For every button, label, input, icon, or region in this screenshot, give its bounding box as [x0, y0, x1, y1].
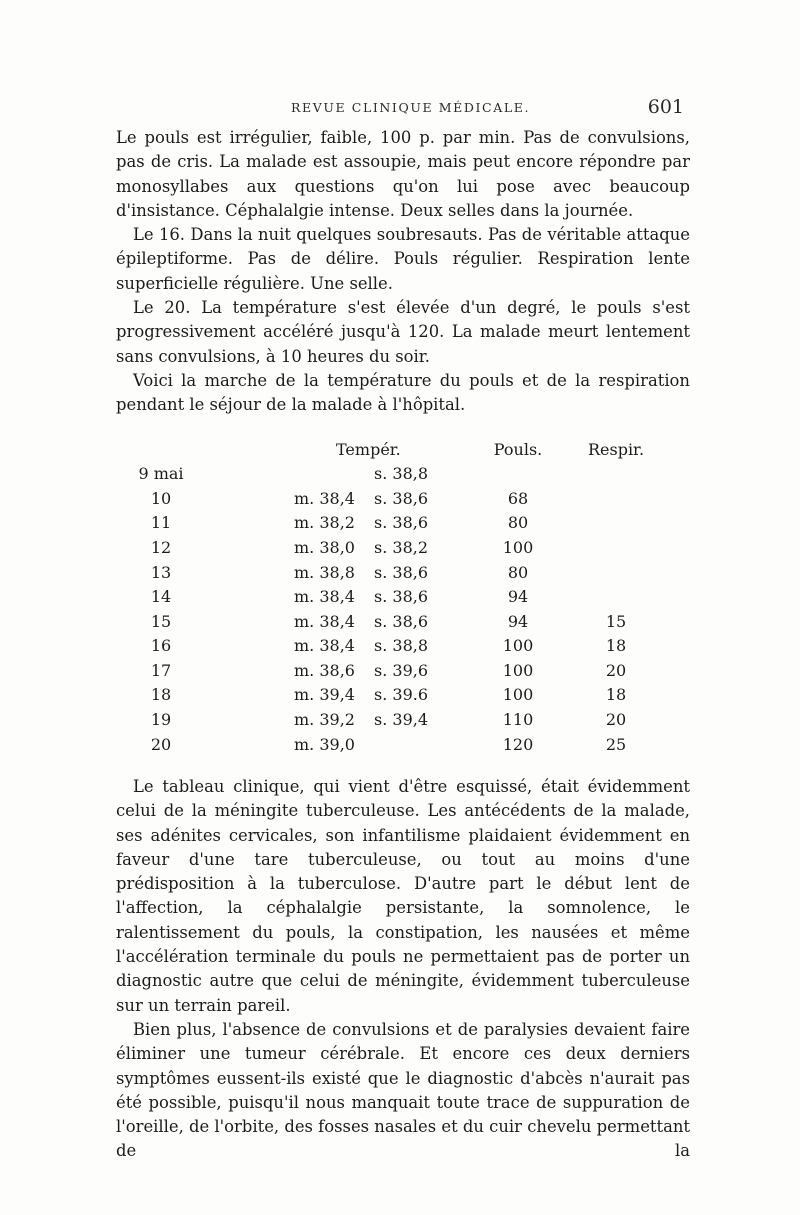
- cell-pouls: 100: [502, 661, 534, 680]
- cell-evening-temp: s. 38,2: [374, 538, 429, 557]
- header-pouls: Pouls.: [493, 440, 543, 459]
- cell-date: 15: [150, 612, 172, 631]
- cell-morning-temp: m. 38,4: [294, 489, 355, 508]
- paragraph: Voici la marche de la température du pouls et de la respiration pendant le séjour de la malade à l'hôpital.: [116, 370, 690, 415]
- text-block-bottom: [116, 775, 690, 1164]
- cell-evening-temp: s. 38,6: [374, 612, 429, 631]
- cell-morning-temp: m. 38,6: [294, 661, 355, 680]
- cell-evening-temp: s. 38,6: [374, 513, 429, 532]
- cell-date: 11: [150, 513, 172, 532]
- page-header: [116, 96, 688, 120]
- cell-morning-temp: m. 39,4: [294, 685, 355, 704]
- cell-evening-temp: s. 38,6: [374, 489, 429, 508]
- running-head: REVUE CLINIQUE MÉDICALE.: [291, 100, 531, 115]
- cell-morning-temp: m. 38,4: [294, 612, 355, 631]
- cell-morning-temp: m. 38,4: [294, 636, 355, 655]
- cell-pouls: 120: [502, 735, 534, 754]
- cell-date: 16: [150, 636, 172, 655]
- cell-respir: 15: [605, 612, 627, 631]
- cell-evening-temp: s. 38,6: [374, 563, 429, 582]
- cell-respir: 18: [605, 636, 627, 655]
- cell-date: 19: [150, 710, 172, 729]
- cell-pouls: 80: [507, 563, 529, 582]
- cell-evening-temp: s. 38,8: [374, 636, 429, 655]
- paragraph: Le 16. Dans la nuit quelques soubresauts. Pas de véritable attaque épileptiforme. Pas de délire. Pouls régulier. Respiration lente superficielle régulière. Une selle.: [116, 225, 690, 293]
- cell-pouls: 94: [507, 587, 529, 606]
- cell-date: 20: [150, 735, 172, 754]
- cell-pouls: 80: [507, 513, 529, 532]
- cell-respir: 20: [605, 661, 627, 680]
- cell-date: 18: [150, 685, 172, 704]
- cell-morning-temp: m. 39,2: [294, 710, 355, 729]
- cell-respir: 25: [605, 735, 627, 754]
- cell-evening-temp: s. 39,4: [374, 710, 429, 729]
- cell-pouls: 100: [502, 685, 534, 704]
- cell-pouls: 100: [502, 636, 534, 655]
- cell-morning-temp: m. 38,2: [294, 513, 355, 532]
- cell-pouls: 94: [507, 612, 529, 631]
- cell-evening-temp: s. 38,6: [374, 587, 429, 606]
- header-respir: Respir.: [587, 440, 645, 459]
- cell-pouls: 68: [507, 489, 529, 508]
- cell-respir: 18: [605, 685, 627, 704]
- vitals-table: [116, 440, 690, 770]
- paragraph: Le 20. La température s'est élevée d'un degré, le pouls s'est progressivement accéléré jusqu'à 120. La malade meurt lentement sans convulsions, à 10 heures du soir.: [116, 298, 690, 366]
- cell-morning-temp: m. 38,4: [294, 587, 355, 606]
- page-number: 601: [647, 96, 684, 118]
- paragraph: Bien plus, l'absence de convulsions et de paralysies devaient faire éliminer une tumeur cérébrale. Et encore ces deux derniers symptômes eussent-ils existé que le diagnostic d'abcès n'aurait pas été possible, puisqu'il nous manquait toute trace de suppuration de l'oreille, de l'orbite, des fosses nasales et du cuir chevelu permettant de la: [116, 1019, 690, 1161]
- cell-morning-temp: m. 38,8: [294, 563, 355, 582]
- cell-respir: 20: [605, 710, 627, 729]
- cell-evening-temp: s. 38,8: [374, 464, 429, 483]
- cell-morning-temp: m. 38,0: [294, 538, 355, 557]
- cell-date: 10: [150, 489, 172, 508]
- cell-evening-temp: s. 39.6: [374, 685, 429, 704]
- text-block-top: [116, 126, 690, 418]
- cell-date: 14: [150, 587, 172, 606]
- cell-date: 13: [150, 563, 172, 582]
- cell-date: 12: [150, 538, 172, 557]
- header-temperature: Tempér.: [336, 440, 401, 459]
- cell-pouls: 100: [502, 538, 534, 557]
- cell-pouls: 110: [502, 710, 534, 729]
- cell-morning-temp: m. 39,0: [294, 735, 355, 754]
- paragraph: Le tableau clinique, qui vient d'être esquissé, était évidemment celui de la méningite tuberculeuse. Les antécédents de la malade, ses adénites cervicales, son infantilisme plaidaient évidemment en faveur d'une tare tuberculeuse, ou tout au moins d'une prédisposition à la tuberculose. D'autre part le début lent de l'affection, la céphalalgie persistante, la somnolence, le ralentissement du pouls, la constipation, les nausées et même l'accélération terminale du pouls ne permettaient pas de porter un diagnostic autre que celui de méningite, évidemment tuberculeuse sur un terrain pareil.: [116, 777, 690, 1015]
- paragraph: Le pouls est irrégulier, faible, 100 p. par min. Pas de convulsions, pas de cris. La malade est assoupie, mais peut encore répondre par monosyllabes aux questions qu'on lui pose avec beaucoup d'insistance. Céphalalgie intense. Deux selles dans la journée.: [116, 128, 690, 220]
- cell-evening-temp: s. 39,6: [374, 661, 429, 680]
- cell-date: 17: [150, 661, 172, 680]
- cell-date: 9 mai: [138, 464, 184, 483]
